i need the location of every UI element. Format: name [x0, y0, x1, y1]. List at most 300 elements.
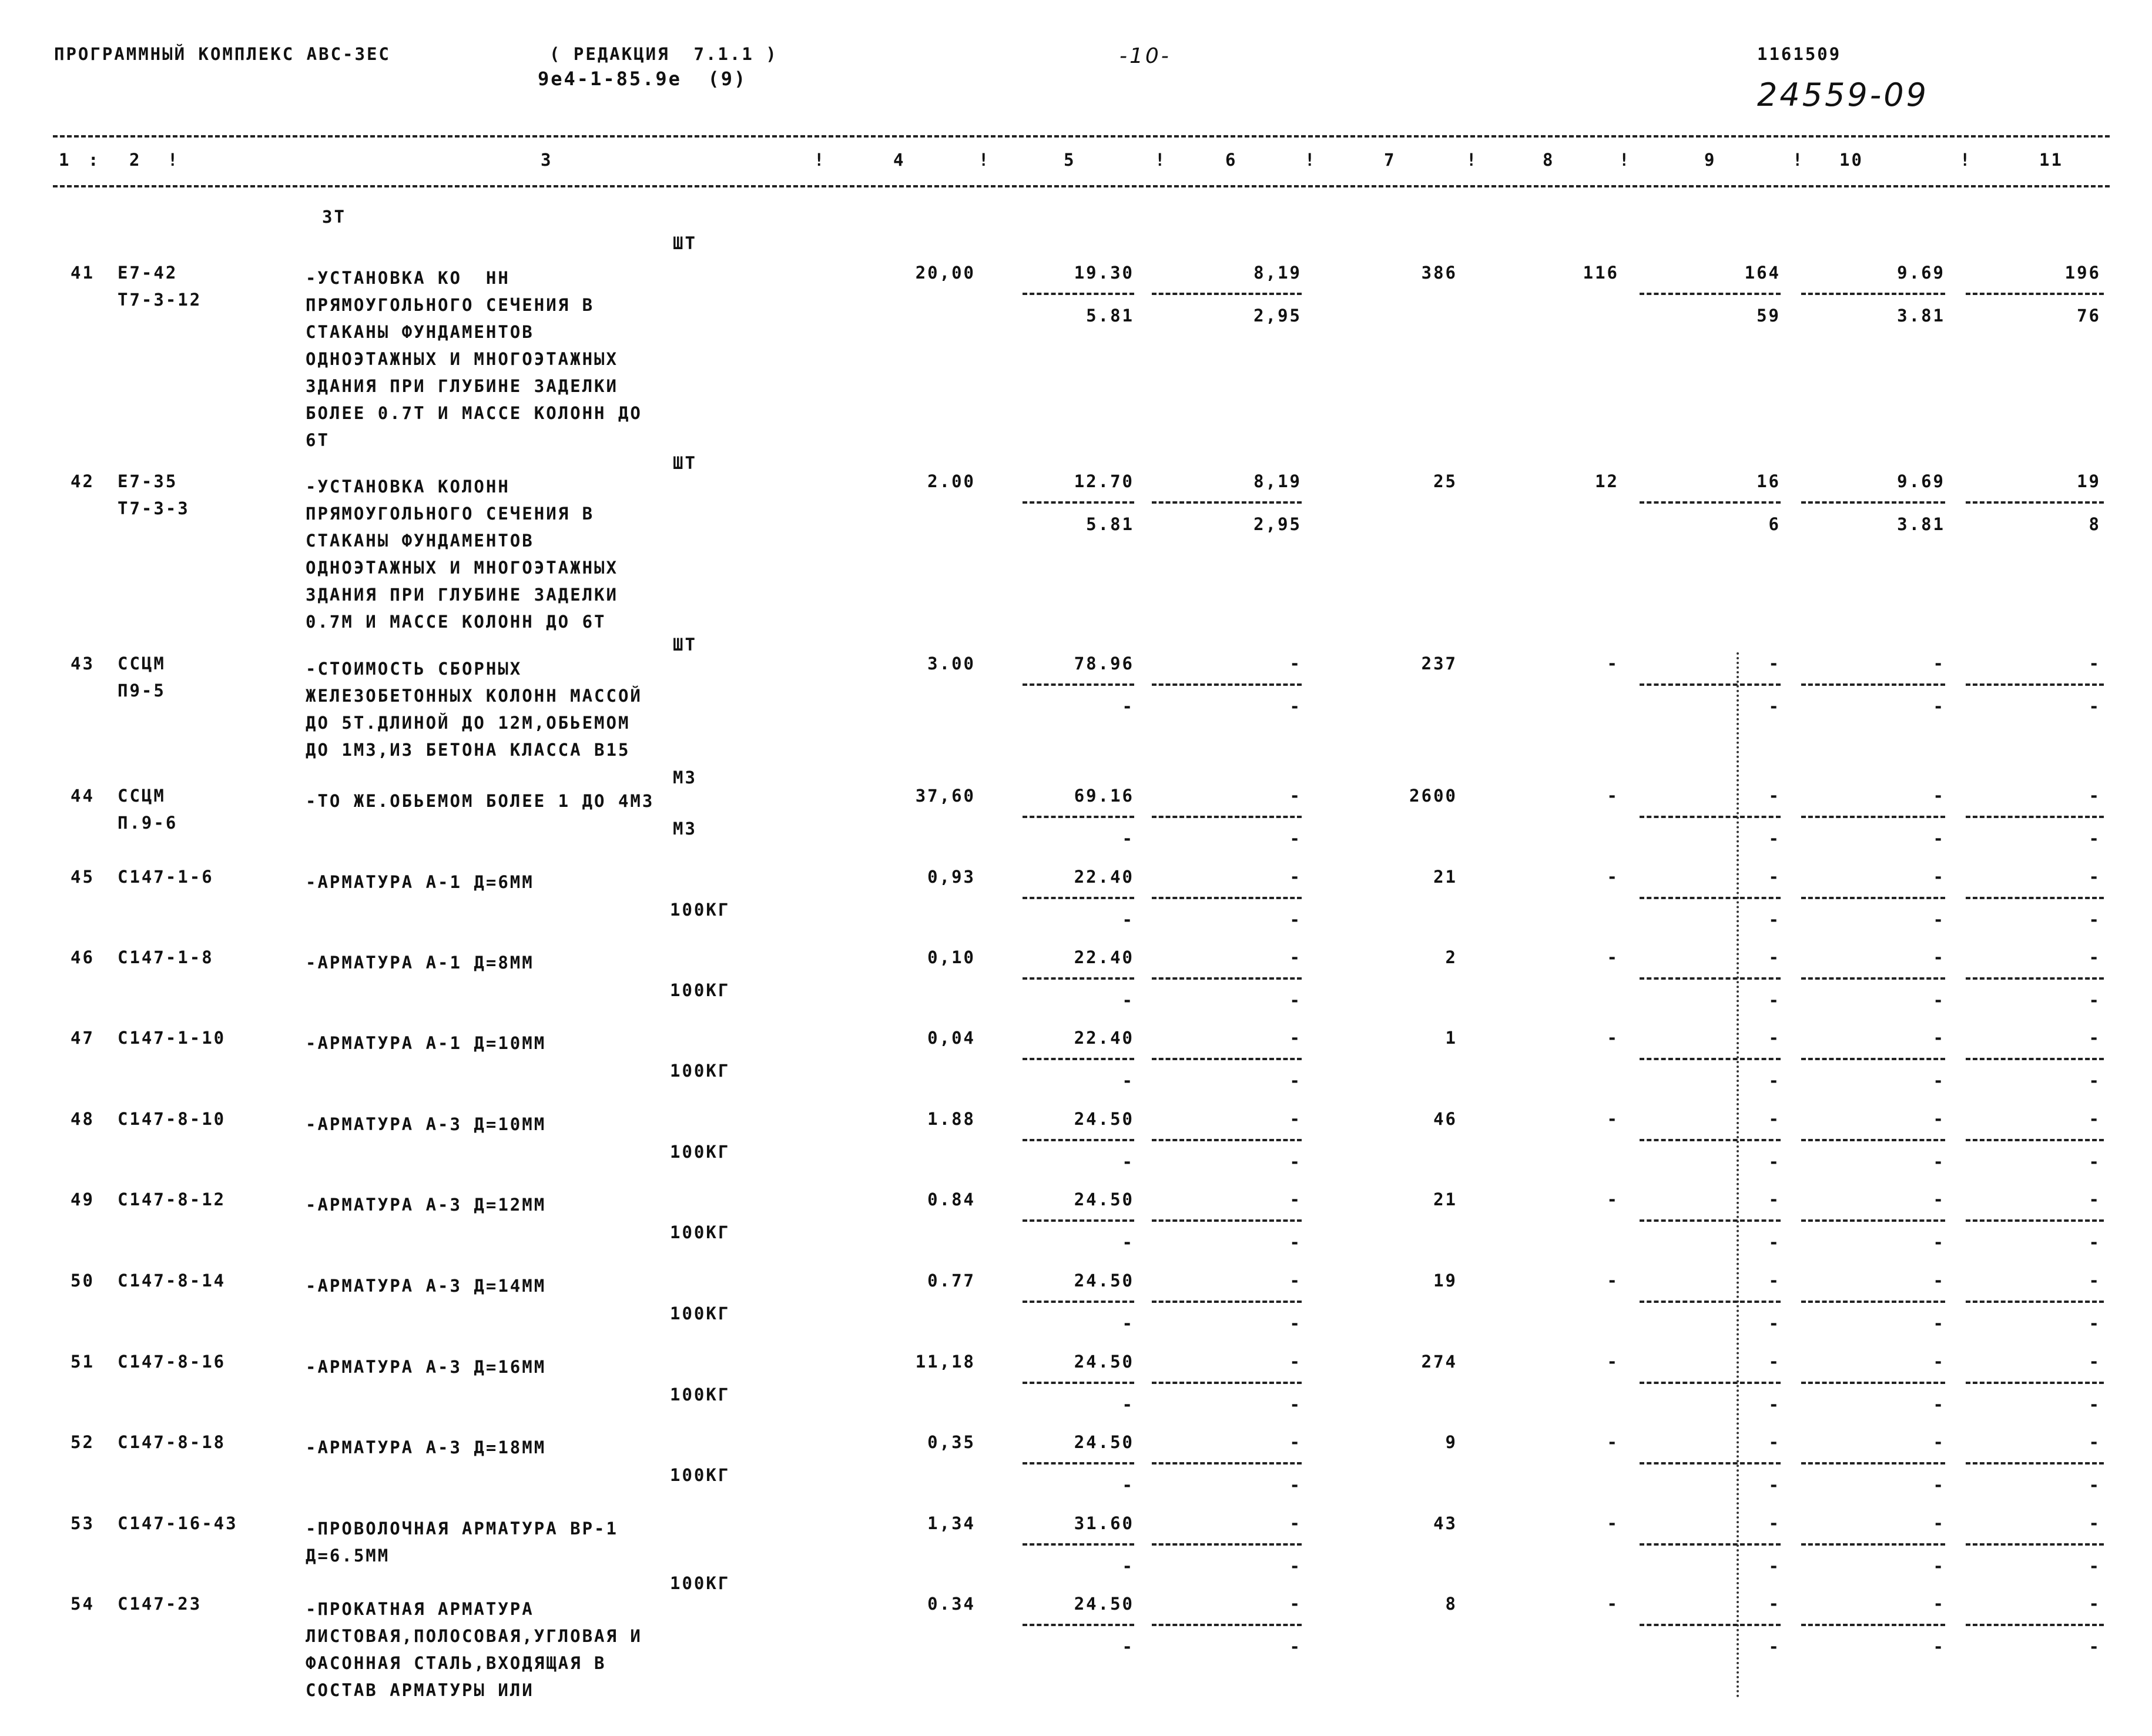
- cell-c5: 31.60: [1074, 1513, 1134, 1533]
- cell-c10b: -: [1933, 829, 1945, 849]
- cell-c9: 164: [1744, 263, 1781, 283]
- cell-divider-c9: [1640, 1543, 1781, 1546]
- column-separator: !: [1155, 150, 1167, 170]
- cell-c7: 386: [1421, 263, 1457, 283]
- cell-c5: 24.50: [1074, 1189, 1134, 1209]
- cell-divider-c11: [1966, 1139, 2104, 1141]
- cell-c10b: -: [1933, 1313, 1945, 1333]
- cell-qty: 20,00: [915, 263, 976, 283]
- cell-c7: 46: [1433, 1109, 1457, 1129]
- unit-label: 100КГ: [670, 1061, 730, 1081]
- cell-c7: 43: [1433, 1513, 1457, 1533]
- cell-divider-c10: [1801, 1058, 1945, 1060]
- document-number: 1161509: [1757, 44, 1842, 64]
- cell-c8: -: [1607, 1352, 1619, 1372]
- rate-code: С147-8-18: [118, 1432, 226, 1452]
- cell-c5b: -: [1122, 1395, 1134, 1415]
- description-line: -СТОИМОСТЬ СБОРНЫХ: [306, 659, 522, 679]
- document-code: 9е4-1-85.9е (9): [538, 68, 747, 90]
- cell-qty: 37,60: [915, 786, 976, 806]
- cell-divider-c10: [1801, 1624, 1945, 1626]
- cell-divider-c10: [1801, 501, 1945, 504]
- cell-c9b: -: [1768, 1313, 1781, 1333]
- cell-c7: 21: [1433, 1189, 1457, 1209]
- cell-c7: 19: [1433, 1271, 1457, 1291]
- cell-divider-c6: [1152, 293, 1302, 295]
- cell-qty: 0.34: [927, 1594, 976, 1614]
- program-title: ПРОГРАММНЫЙ КОМПЛЕКС АВС-ЗЕС: [54, 44, 391, 64]
- cell-c5: 22.40: [1074, 1028, 1134, 1048]
- cell-c11b: -: [2089, 829, 2101, 849]
- cell-c6b: -: [1289, 1395, 1302, 1415]
- cell-divider-c11: [1966, 1382, 2104, 1384]
- cell-qty: 1,34: [927, 1513, 976, 1533]
- cell-divider-c10: [1801, 816, 1945, 818]
- cell-c8: 116: [1583, 263, 1619, 283]
- cell-divider-c6: [1152, 816, 1302, 818]
- cell-c8: -: [1607, 786, 1619, 806]
- description-line: ЗДАНИЯ ПРИ ГЛУБИНЕ ЗАДЕЛКИ: [306, 376, 618, 396]
- cell-c9b: -: [1768, 910, 1781, 930]
- cell-c11b: -: [2089, 990, 2101, 1010]
- cell-c9: -: [1768, 867, 1781, 887]
- cell-divider-c6: [1152, 977, 1302, 980]
- unit-label: 100КГ: [670, 1465, 730, 1485]
- row-number: 44: [71, 786, 95, 806]
- cell-c6b: -: [1289, 1475, 1302, 1495]
- cell-c9b: -: [1768, 990, 1781, 1010]
- cell-divider-c9: [1640, 683, 1781, 686]
- cell-qty: 0,04: [927, 1028, 976, 1048]
- cell-c10: -: [1933, 1028, 1945, 1048]
- description-line: 0.7М И МАССЕ КОЛОНН ДО 6Т: [306, 612, 606, 632]
- cell-qty: 1.88: [927, 1109, 976, 1129]
- cell-c9: -: [1768, 653, 1781, 673]
- description-line: ОДНОЭТАЖНЫХ И МНОГОЭТАЖНЫХ: [306, 349, 618, 369]
- description-line: -УСТАНОВКА КОЛОНН: [306, 477, 510, 497]
- cell-c6b: 2,95: [1253, 514, 1302, 534]
- cell-divider-c5: [1023, 1382, 1134, 1384]
- cell-c11b: 76: [2077, 306, 2101, 326]
- cell-divider-c5: [1023, 501, 1134, 504]
- description-line: ДО 1М3,ИЗ БЕТОНА КЛАССА В15: [306, 740, 631, 760]
- column-header-1: 1: [59, 150, 71, 170]
- cell-divider-c9: [1640, 816, 1781, 818]
- cell-c8: 12: [1595, 471, 1619, 491]
- cell-c7: 25: [1433, 471, 1457, 491]
- cell-divider-c11: [1966, 293, 2104, 295]
- cell-c5: 69.16: [1074, 786, 1134, 806]
- cell-c6b: -: [1289, 829, 1302, 849]
- cell-c11b: -: [2089, 1071, 2101, 1091]
- cell-c6: -: [1289, 1594, 1302, 1614]
- cell-c5b: -: [1122, 1232, 1134, 1252]
- cell-divider-c10: [1801, 897, 1945, 899]
- cell-c10b: -: [1933, 1152, 1945, 1172]
- cell-c8: -: [1607, 1513, 1619, 1533]
- cell-c11: -: [2089, 1513, 2101, 1533]
- description-line: ЛИСТОВАЯ,ПОЛОСОВАЯ,УГЛОВАЯ И: [306, 1626, 642, 1646]
- cell-divider-c9: [1640, 1382, 1781, 1384]
- cell-c8: -: [1607, 1432, 1619, 1452]
- rate-code: Е7-42: [118, 263, 178, 283]
- column-separator: !: [1305, 150, 1317, 170]
- cell-c6: 8,19: [1253, 471, 1302, 491]
- cell-c10b: -: [1933, 1475, 1945, 1495]
- cell-c11: -: [2089, 1594, 2101, 1614]
- cell-c9: -: [1768, 1352, 1781, 1372]
- cell-c10: -: [1933, 1189, 1945, 1209]
- column-header-9: 9: [1704, 150, 1717, 170]
- cell-divider-c10: [1801, 1139, 1945, 1141]
- cell-c11b: -: [2089, 1556, 2101, 1576]
- unit-label: ШТ: [673, 453, 697, 473]
- cell-divider-c9: [1640, 501, 1781, 504]
- column-separator: !: [1619, 150, 1631, 170]
- cell-c5b: -: [1122, 1475, 1134, 1495]
- cell-divider-c10: [1801, 1382, 1945, 1384]
- cell-c6b: -: [1289, 1556, 1302, 1576]
- cell-qty: 11,18: [915, 1352, 976, 1372]
- cell-c9: -: [1768, 1432, 1781, 1452]
- description-line: -АРМАТУРА А-3 Д=16ММ: [306, 1357, 547, 1377]
- cell-c5: 24.50: [1074, 1352, 1134, 1372]
- cell-divider-c9: [1640, 1462, 1781, 1464]
- column-separator: !: [1466, 150, 1479, 170]
- unit-label: 100КГ: [670, 1385, 730, 1405]
- cell-c9b: -: [1768, 1232, 1781, 1252]
- cell-divider-c10: [1801, 1462, 1945, 1464]
- cell-divider-c5: [1023, 1139, 1134, 1141]
- cell-c8: -: [1607, 1271, 1619, 1291]
- description-line: -АРМАТУРА А-3 Д=18ММ: [306, 1437, 547, 1457]
- column-separator: !: [1960, 150, 1972, 170]
- header-bottom-rule: [53, 185, 2110, 187]
- cell-divider-c5: [1023, 1301, 1134, 1303]
- cell-c5b: -: [1122, 829, 1134, 849]
- unit-label: 100КГ: [670, 1222, 730, 1242]
- cell-c8: -: [1607, 653, 1619, 673]
- cell-c5: 19.30: [1074, 263, 1134, 283]
- rate-code: С147-8-14: [118, 1271, 226, 1291]
- cell-c5b: -: [1122, 1152, 1134, 1172]
- cell-c6b: 2,95: [1253, 306, 1302, 326]
- cell-qty: 2.00: [927, 471, 976, 491]
- cell-c10: 9.69: [1897, 471, 1945, 491]
- description-line: -АРМАТУРА А-3 Д=12ММ: [306, 1195, 547, 1215]
- cell-c9b: 59: [1757, 306, 1781, 326]
- edition-label: ( РЕДАКЦИЯ 7.1.1 ): [549, 44, 778, 64]
- rate-code-secondary: Т7-3-3: [118, 498, 190, 518]
- cell-c11b: -: [2089, 696, 2101, 716]
- cell-divider-c11: [1966, 816, 2104, 818]
- description-line: ЖЕЛЕЗОБЕТОННЫХ КОЛОНН МАССОЙ: [306, 686, 642, 706]
- cell-divider-c6: [1152, 1382, 1302, 1384]
- cell-c6: -: [1289, 947, 1302, 967]
- cell-c5: 78.96: [1074, 653, 1134, 673]
- cell-divider-c5: [1023, 1462, 1134, 1464]
- cell-c9b: 6: [1768, 514, 1781, 534]
- cell-c7: 2600: [1409, 786, 1457, 806]
- cell-c5b: -: [1122, 910, 1134, 930]
- description-line: -АРМАТУРА А-3 Д=10ММ: [306, 1114, 547, 1134]
- row-number: 53: [71, 1513, 95, 1533]
- column-header-3: 3: [541, 150, 553, 170]
- row-number: 48: [71, 1109, 95, 1129]
- cell-c8: -: [1607, 1109, 1619, 1129]
- handwritten-number: 24559-09: [1757, 76, 1929, 113]
- cell-c8: -: [1607, 1189, 1619, 1209]
- cell-divider-c5: [1023, 683, 1134, 686]
- column-header-7: 7: [1384, 150, 1396, 170]
- cell-c11b: -: [2089, 1637, 2101, 1657]
- cell-c9: -: [1768, 1189, 1781, 1209]
- cell-divider-c5: [1023, 1543, 1134, 1546]
- rate-code: С147-8-10: [118, 1109, 226, 1129]
- cell-divider-c11: [1966, 501, 2104, 504]
- column-header-2: 2: [129, 150, 142, 170]
- column-separator: !: [167, 150, 180, 170]
- cell-c9: -: [1768, 1271, 1781, 1291]
- column-9-dotted-guide: [1737, 652, 1739, 1698]
- row-number: 47: [71, 1028, 95, 1048]
- cell-c11: -: [2089, 1432, 2101, 1452]
- cell-c10b: -: [1933, 1395, 1945, 1415]
- cell-divider-c5: [1023, 1058, 1134, 1060]
- cell-divider-c6: [1152, 1301, 1302, 1303]
- cell-c7: 274: [1421, 1352, 1457, 1372]
- cell-divider-c10: [1801, 683, 1945, 686]
- cell-c6b: -: [1289, 696, 1302, 716]
- cell-c6b: -: [1289, 990, 1302, 1010]
- cell-divider-c5: [1023, 897, 1134, 899]
- row-number: 51: [71, 1352, 95, 1372]
- cell-c9b: -: [1768, 1071, 1781, 1091]
- cell-c5b: -: [1122, 1637, 1134, 1657]
- description-line: -УСТАНОВКА КО НН: [306, 268, 510, 288]
- cell-divider-c9: [1640, 897, 1781, 899]
- cell-c10b: -: [1933, 1556, 1945, 1576]
- cell-c11: 196: [2064, 263, 2101, 283]
- cell-c10: -: [1933, 786, 1945, 806]
- unit-label: М3: [673, 768, 697, 787]
- cell-c9b: -: [1768, 1395, 1781, 1415]
- cell-divider-c6: [1152, 683, 1302, 686]
- rate-code: С147-16-43: [118, 1513, 238, 1533]
- cell-divider-c10: [1801, 1543, 1945, 1546]
- description-line: ЗДАНИЯ ПРИ ГЛУБИНЕ ЗАДЕЛКИ: [306, 585, 618, 605]
- page-number: -10-: [1119, 44, 1171, 68]
- cell-divider-c5: [1023, 1219, 1134, 1222]
- description-line: СТАКАНЫ ФУНДАМЕНТОВ: [306, 322, 534, 342]
- cell-divider-c9: [1640, 1301, 1781, 1303]
- column-separator: !: [1792, 150, 1805, 170]
- row-number: 41: [71, 263, 95, 283]
- row-number: 46: [71, 947, 95, 967]
- description-line: -ТО ЖЕ.ОБЬЕМОМ БОЛЕЕ 1 ДО 4М3: [306, 791, 655, 811]
- row-number: 43: [71, 653, 95, 673]
- cell-c11b: -: [2089, 1232, 2101, 1252]
- cell-c5: 24.50: [1074, 1109, 1134, 1129]
- cell-c10b: -: [1933, 696, 1945, 716]
- rate-code: С147-1-6: [118, 867, 214, 887]
- cell-divider-c11: [1966, 683, 2104, 686]
- cell-c10: -: [1933, 1432, 1945, 1452]
- cell-c11: -: [2089, 1189, 2101, 1209]
- cell-divider-c11: [1966, 1219, 2104, 1222]
- cell-c5b: 5.81: [1086, 306, 1134, 326]
- cell-c9b: -: [1768, 1152, 1781, 1172]
- cell-c5b: -: [1122, 1556, 1134, 1576]
- cell-c5: 24.50: [1074, 1271, 1134, 1291]
- cell-divider-c6: [1152, 1139, 1302, 1141]
- column-separator: :: [88, 150, 100, 170]
- cell-c5b: -: [1122, 990, 1134, 1010]
- cell-c6: -: [1289, 1271, 1302, 1291]
- rate-code-secondary: Т7-3-12: [118, 290, 202, 310]
- cell-divider-c9: [1640, 1139, 1781, 1141]
- cell-c9b: -: [1768, 1637, 1781, 1657]
- unit-label: 100КГ: [670, 1573, 730, 1593]
- column-header-11: 11: [2039, 150, 2063, 170]
- cell-c5: 22.40: [1074, 947, 1134, 967]
- cell-c6: -: [1289, 1109, 1302, 1129]
- description-line: ПРЯМОУГОЛЬНОГО СЕЧЕНИЯ В: [306, 504, 595, 524]
- cell-qty: 0,35: [927, 1432, 976, 1452]
- cell-c9b: -: [1768, 829, 1781, 849]
- column-header-5: 5: [1064, 150, 1076, 170]
- cell-c9: -: [1768, 786, 1781, 806]
- cell-c11b: -: [2089, 1313, 2101, 1333]
- cell-c5b: -: [1122, 1071, 1134, 1091]
- cell-c10: -: [1933, 653, 1945, 673]
- column-header-8: 8: [1543, 150, 1555, 170]
- cell-qty: 0,93: [927, 867, 976, 887]
- rate-code: С147-1-10: [118, 1028, 226, 1048]
- cell-c11b: -: [2089, 1475, 2101, 1495]
- cell-divider-c5: [1023, 293, 1134, 295]
- cell-c6: -: [1289, 653, 1302, 673]
- cell-c11: -: [2089, 867, 2101, 887]
- unit-label: 100КГ: [670, 1303, 730, 1323]
- cell-divider-c11: [1966, 1058, 2104, 1060]
- cell-c7: 21: [1433, 867, 1457, 887]
- row-number: 45: [71, 867, 95, 887]
- cell-c7: 2: [1445, 947, 1457, 967]
- cell-divider-c6: [1152, 1219, 1302, 1222]
- cell-c10b: -: [1933, 1232, 1945, 1252]
- cell-c10b: 3.81: [1897, 514, 1945, 534]
- cell-c6b: -: [1289, 910, 1302, 930]
- rate-code: С147-8-16: [118, 1352, 226, 1372]
- rate-code: С147-1-8: [118, 947, 214, 967]
- cell-c10: -: [1933, 1352, 1945, 1372]
- cell-divider-c9: [1640, 1219, 1781, 1222]
- cell-c5: 12.70: [1074, 471, 1134, 491]
- rate-code: С147-23: [118, 1594, 202, 1614]
- column-header-10: 10: [1839, 150, 1863, 170]
- cell-c5: 24.50: [1074, 1432, 1134, 1452]
- unit-label: 100КГ: [670, 1142, 730, 1162]
- cell-c9b: -: [1768, 1475, 1781, 1495]
- column-header-6: 6: [1225, 150, 1238, 170]
- cell-c9: -: [1768, 1594, 1781, 1614]
- cell-c10: -: [1933, 1594, 1945, 1614]
- cell-c8: -: [1607, 1594, 1619, 1614]
- cell-c11b: -: [2089, 1395, 2101, 1415]
- description-line: ОДНОЭТАЖНЫХ И МНОГОЭТАЖНЫХ: [306, 558, 618, 578]
- cell-c11: -: [2089, 1352, 2101, 1372]
- description-line: -АРМАТУРА А-1 Д=8ММ: [306, 953, 534, 973]
- cell-c5b: -: [1122, 1313, 1134, 1333]
- description-line: СОСТАВ АРМАТУРЫ ИЛИ: [306, 1680, 534, 1700]
- cell-divider-c10: [1801, 293, 1945, 295]
- cell-c8: -: [1607, 1028, 1619, 1048]
- cell-divider-c6: [1152, 1543, 1302, 1546]
- row-number: 42: [71, 471, 95, 491]
- row-number: 50: [71, 1271, 95, 1291]
- description-line: -АРМАТУРА А-1 Д=10ММ: [306, 1033, 547, 1053]
- cell-c11b: 8: [2089, 514, 2101, 534]
- cell-c11: 19: [2077, 471, 2101, 491]
- cell-divider-c11: [1966, 1624, 2104, 1626]
- cell-c9: -: [1768, 1109, 1781, 1129]
- cell-c10: -: [1933, 1513, 1945, 1533]
- row-number: 54: [71, 1594, 95, 1614]
- cell-divider-c11: [1966, 1462, 2104, 1464]
- cell-c6: -: [1289, 1513, 1302, 1533]
- cell-c11b: -: [2089, 1152, 2101, 1172]
- cell-divider-c9: [1640, 1058, 1781, 1060]
- cell-c5b: 5.81: [1086, 514, 1134, 534]
- cell-c6: -: [1289, 1028, 1302, 1048]
- cell-c10: -: [1933, 1109, 1945, 1129]
- cell-c6: -: [1289, 1352, 1302, 1372]
- cell-qty: 0.77: [927, 1271, 976, 1291]
- row-number: 49: [71, 1189, 95, 1209]
- cell-divider-c11: [1966, 977, 2104, 980]
- cell-divider-c6: [1152, 1624, 1302, 1626]
- description-line: -АРМАТУРА А-1 Д=6ММ: [306, 872, 534, 892]
- cell-c10b: -: [1933, 990, 1945, 1010]
- column-header-4: 4: [893, 150, 906, 170]
- unit-label: 100КГ: [670, 900, 730, 920]
- cell-c6: -: [1289, 786, 1302, 806]
- cell-divider-c6: [1152, 1462, 1302, 1464]
- unit-label: ШТ: [673, 635, 697, 655]
- rate-code-secondary: П.9-6: [118, 813, 178, 833]
- cell-c6b: -: [1289, 1313, 1302, 1333]
- cell-c6: -: [1289, 867, 1302, 887]
- cell-divider-c9: [1640, 977, 1781, 980]
- cell-c11: -: [2089, 1028, 2101, 1048]
- cell-c7: 237: [1421, 653, 1457, 673]
- description-line: СТАКАНЫ ФУНДАМЕНТОВ: [306, 531, 534, 551]
- cell-qty: 3.00: [927, 653, 976, 673]
- unit-label: М3: [673, 819, 697, 839]
- cell-divider-c5: [1023, 816, 1134, 818]
- cell-divider-c9: [1640, 1624, 1781, 1626]
- cell-divider-c10: [1801, 1219, 1945, 1222]
- cell-c6: -: [1289, 1189, 1302, 1209]
- description-line: ПРЯМОУГОЛЬНОГО СЕЧЕНИЯ В: [306, 295, 595, 315]
- cell-c10: -: [1933, 947, 1945, 967]
- cell-c9: 16: [1757, 471, 1781, 491]
- cell-c10b: -: [1933, 1637, 1945, 1657]
- description-line: -АРМАТУРА А-3 Д=14ММ: [306, 1276, 547, 1296]
- cell-divider-c6: [1152, 501, 1302, 504]
- cell-c11: -: [2089, 1271, 2101, 1291]
